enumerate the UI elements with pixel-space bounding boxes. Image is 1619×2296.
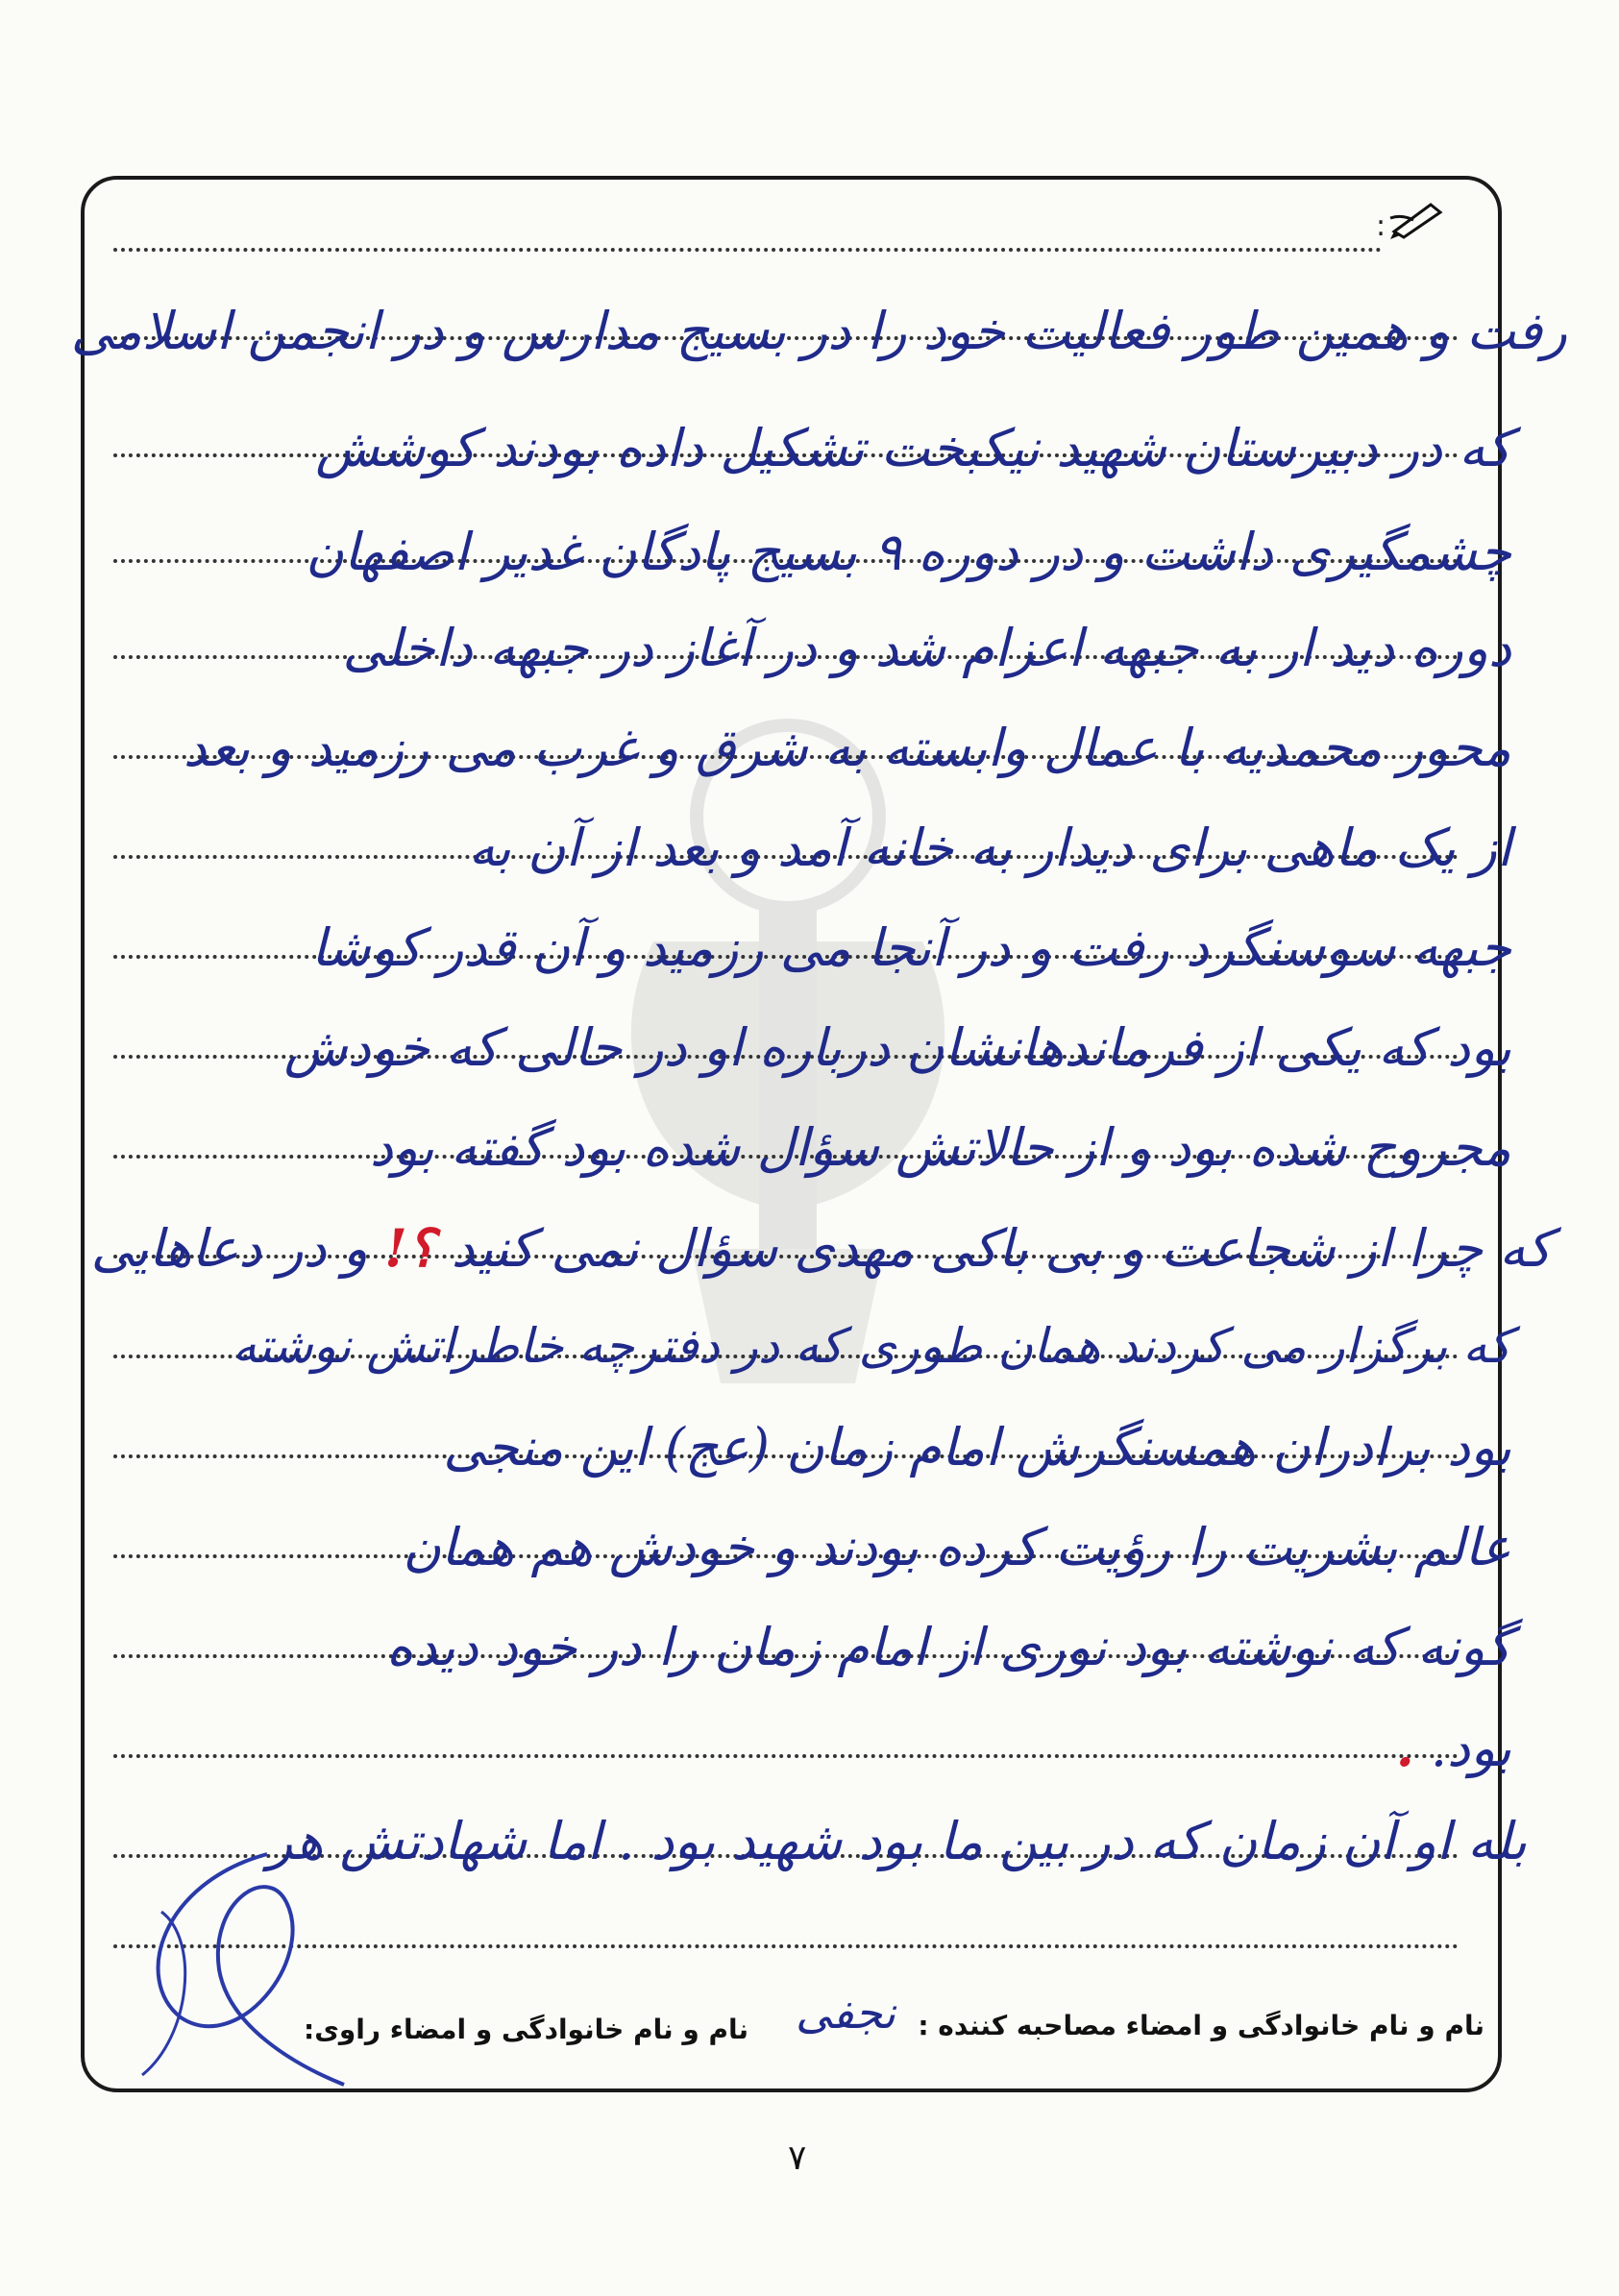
handwritten-line-4: دوره دید ار به جبهه اعزام شد و در آغاز در جبهه داخلی [342, 618, 1511, 678]
handwritten-line-15-text: بود. [1430, 1718, 1511, 1778]
handwritten-line-10-continuation: و در دعاهایی [90, 1218, 368, 1279]
handwritten-line-9: مجروح شده بود و از حالاتش سؤال شده بود گفته بود [369, 1117, 1511, 1178]
ruled-line [113, 1754, 1459, 1758]
handwritten-line-1: رفت و همین طور فعالیت خود را در بسیج مدارس و در انجمن اسلامی [70, 301, 1567, 361]
handwritten-line-10 [90, 1217, 1552, 1279]
handwritten-line-3: چشمگیری داشت و در دوره ۹ بسیج پادگان غدیر اصفهان [306, 522, 1511, 582]
first-line-colon: : [1376, 209, 1386, 243]
interviewer-label: نام و نام خانوادگی و امضاء مصاحبه کننده : [918, 2010, 1484, 2041]
handwritten-line-2: که در دبیرستان شهید نیکبخت تشکیل داده بودند کوشش [315, 418, 1511, 478]
handwritten-line-11: که برگزار می کردند همان طوری که در دفترچه خاطراتش نوشته [232, 1318, 1511, 1374]
handwritten-line-14: گونه که نوشته بود نوری از امام زمان را در خود دیده [386, 1617, 1511, 1677]
pen-icon [1388, 197, 1450, 239]
handwritten-line-16: بله او آن زمان که در بین ما بود شهید بود . اما شهادتش هر [267, 1811, 1527, 1871]
handwritten-line-7: جبهه سوسنگرد رفت و در آنجا می رزمید و آن قدر کوشا [310, 917, 1511, 978]
handwritten-line-8: بود که یکی از فرماندهانشان درباره او در حالی که خودش [283, 1017, 1511, 1078]
narrator-label: نام و نام خانوادگی و امضاء راوی: [304, 2014, 749, 2045]
narrator-signature-scribble [123, 1844, 363, 2094]
handwritten-line-10-text: که چرا از شجاعت و بی باکی مهدی سؤال نمی کنید [451, 1218, 1552, 1279]
handwritten-line-12: بود برادران همسنگرش امام زمان (عج) این منجی [443, 1417, 1511, 1478]
handwritten-line-6: از یک ماهی برای دیدار به خانه آمد و بعد از آن به [468, 818, 1511, 878]
handwritten-line-13: عالم بشریت را رؤیت کرده بودند و خودش هم همان [403, 1517, 1511, 1577]
page-number: ۷ [788, 2138, 807, 2178]
ruled-line [113, 248, 1382, 252]
handwritten-line-15 [1395, 1717, 1511, 1778]
interviewer-signature: نجفی [796, 1987, 896, 2039]
handwritten-line-5: محور محمدیه با عمال وابسته به شرق و غرب می رزمید و بعد [183, 718, 1511, 778]
red-period-mark: . [1395, 1717, 1414, 1778]
red-question-mark: ؟! [384, 1217, 435, 1279]
